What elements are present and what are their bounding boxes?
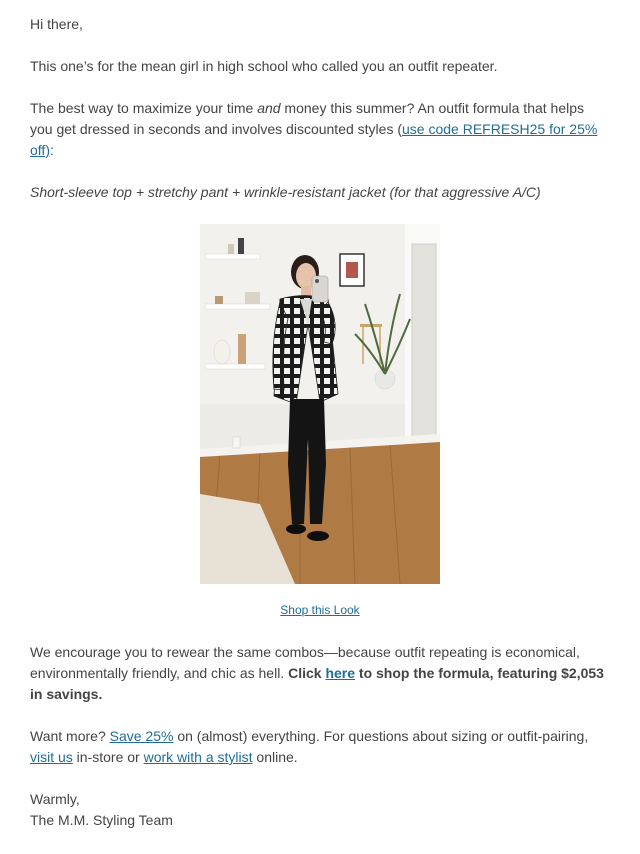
pitch-paragraph <box>30 98 610 161</box>
encourage-paragraph <box>30 642 610 705</box>
pitch-text: : <box>49 142 54 158</box>
more-paragraph <box>30 726 610 768</box>
formula-text: Short-sleeve top + stretchy pant + wrinkle-resistant jacket (for that aggressive A/C) <box>30 184 541 200</box>
here-link[interactable]: here <box>325 665 356 681</box>
more-text: Want more? <box>30 728 110 744</box>
formula-paragraph <box>30 182 610 203</box>
pitch-text: money this summer? An outfit formula that helps you get dressed in seconds and involves discounted styles ( <box>30 100 585 137</box>
work-with-stylist-link[interactable]: work with a stylist <box>143 749 253 765</box>
pitch-text: The best way to maximize your time <box>30 100 258 116</box>
shop-look-link[interactable]: Shop this Look <box>280 603 360 617</box>
outfit-photo[interactable] <box>200 224 440 584</box>
intro-paragraph: This one’s for the mean girl in high school who called you an outfit repeater. <box>30 58 498 74</box>
promo-code-link[interactable]: use code REFRESH25 for 25% off) <box>30 121 598 158</box>
more-text: online. <box>252 749 298 765</box>
more-text: on (almost) everything. For questions about sizing or outfit-pairing, <box>173 728 589 744</box>
savings-text: to shop the formula, featuring $2,053 in savings. <box>30 665 604 702</box>
signoff-closing: Warmly, <box>30 791 80 807</box>
signoff <box>30 789 610 831</box>
signoff-team: The M.M. Styling Team <box>30 812 173 828</box>
more-text: in-store or <box>72 749 144 765</box>
save-25-link[interactable]: Save 25% <box>109 728 174 744</box>
shop-look-caption <box>30 600 610 621</box>
encourage-text: We encourage you to rewear the same combos—because outfit repeating is economical, environmentally friendly, and chic as hell. <box>30 644 580 681</box>
photo-container <box>30 224 610 590</box>
visit-us-link[interactable]: visit us <box>30 749 73 765</box>
click-text: Click <box>288 665 326 681</box>
pitch-emphasis: and <box>257 100 281 116</box>
greeting: Hi there, <box>30 16 83 32</box>
